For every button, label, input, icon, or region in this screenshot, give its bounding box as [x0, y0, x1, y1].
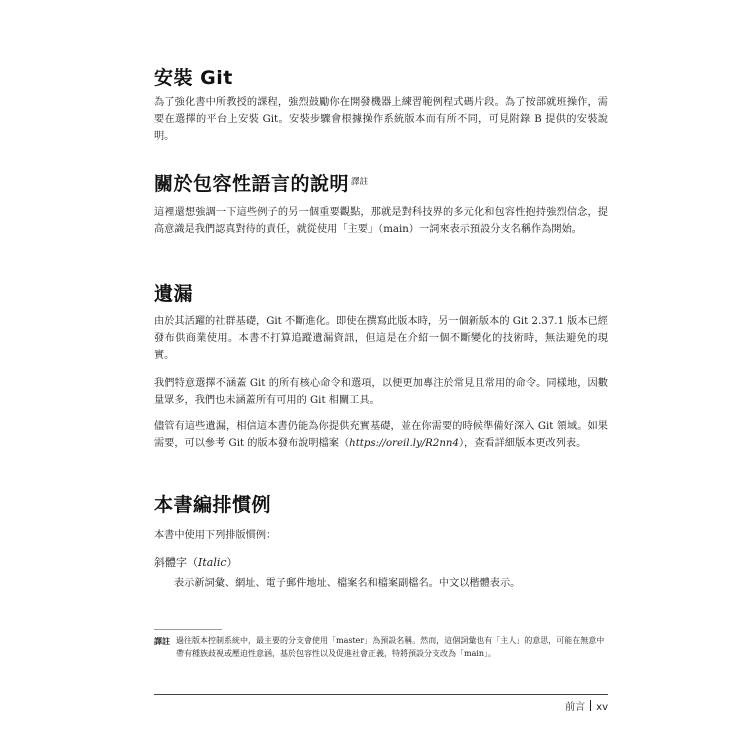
heading-text: 關於包容性語言的說明	[154, 173, 350, 195]
section-heading: 安裝 Git	[154, 67, 233, 89]
convention-term	[154, 555, 238, 571]
section-omissions	[154, 282, 608, 306]
page-number: xv	[596, 702, 608, 713]
section-body	[154, 527, 608, 544]
section-install-git	[154, 66, 608, 90]
section-body	[154, 375, 608, 409]
section-body	[154, 313, 608, 364]
paragraph: 我們特意選擇不涵蓋 Git 的所有核心命令和選項，以便更加專注於常見且常用的命令。同樣地，因數量眾多，我們也未涵蓋所有可用的 Git 相關工具。	[154, 378, 608, 406]
folio-section: 前言	[565, 702, 586, 713]
release-notes-link[interactable]: https://oreil.ly/R2nn4	[349, 438, 459, 449]
section-body	[154, 94, 608, 145]
folio-separator	[590, 700, 591, 711]
paragraph: 由於其活躍的社群基礎，Git 不斷進化。即使在撰寫此版本時，另一個新版本的 Git 2.37.1 版本已經發布供商業使用。本書不打算追蹤遺漏資訊，但這是在介紹一個不斷變化的技術時，無法避免的現實。	[154, 316, 608, 361]
footnote-divider	[154, 629, 222, 630]
paragraph: 為了強化書中所教授的課程，強烈鼓勵你在開發機器上練習範例程式碼片段。為了按部就班操作，需要在選擇的平台上安裝 Git。安裝步驟會根據操作系統版本而有所不同，可見附錄 B 提供的安裝說明。	[154, 97, 608, 142]
section-conventions	[154, 493, 608, 517]
footer-rule	[154, 694, 608, 695]
term-label: 斜體字（	[154, 556, 198, 569]
convention-definition: 表示新詞彙、網址、電子郵件地址、檔案名和檔案副檔名。中文以楷體表示。	[174, 578, 521, 589]
section-inclusive-language	[154, 172, 608, 196]
paragraph: 本書中使用下列排版慣例：	[154, 530, 277, 541]
footnote-text: 過往版本控制系統中，最主要的分支會使用「master」為預設名稱。然而，這個詞彙也有「主人」的意思，可能在無意中帶有種族歧視或壓迫性意涵，基於包容性以及促進社會正義，特將預設分支改為「main」。	[176, 636, 605, 658]
footnote	[154, 635, 608, 660]
section-heading: 遺漏	[154, 283, 194, 305]
paragraph-text: ），查看詳細版本更改列表。	[458, 438, 587, 449]
section-heading	[154, 172, 608, 196]
page-folio	[565, 700, 608, 715]
paragraph	[154, 418, 608, 452]
section-body	[154, 204, 608, 238]
footnote-tag: 譯註	[154, 636, 170, 646]
translator-note-mark: 譯註	[351, 177, 369, 187]
section-body	[154, 418, 608, 452]
paragraph: 這裡還想強調一下這些例子的另一個重要觀點，那就是對科技界的多元化和包容性抱持強烈信念，提高意識是我們認真對待的責任，就從使用「主要」（main）一詞來表示預設分支名稱作為開始。	[154, 207, 608, 235]
paragraph-text: 儘管有這些遺漏，相信這本書仍能為你提供充實基礎，並在你需要的時候準備好深入 Git 領域。如果需要，可以參考 Git 的版本發布說明檔案（	[154, 421, 608, 449]
term-label-italic: Italic	[198, 556, 227, 569]
section-heading: 本書編排慣例	[154, 494, 272, 516]
term-label: ）	[226, 556, 238, 569]
